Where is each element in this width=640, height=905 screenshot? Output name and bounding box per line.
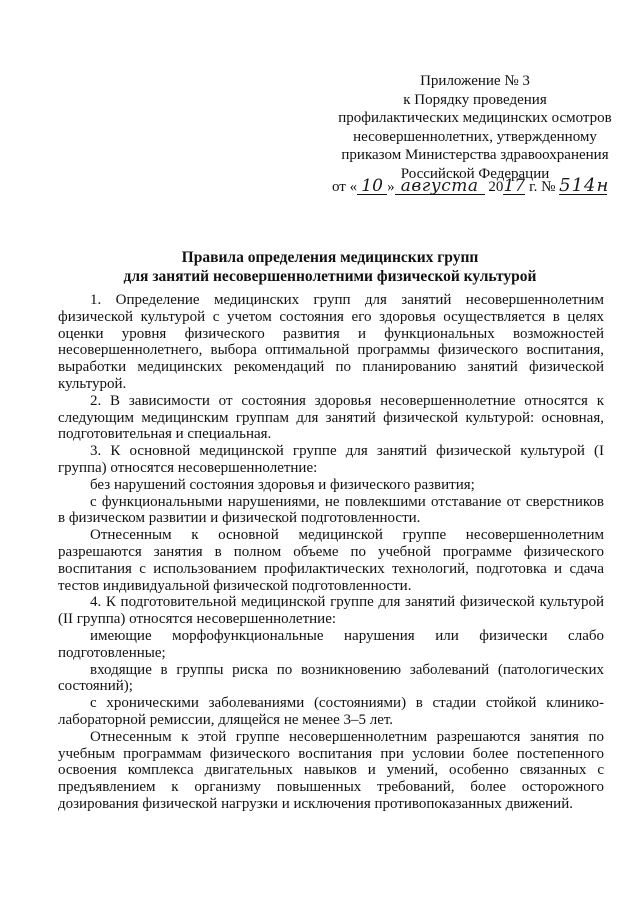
paragraph: 1. Определение медицинских групп для занятий несовершеннолетним физической культурой с учетом состояния его здоровья осуществляется в целях оценки уровня физического развития и функциональных возможностей несовершеннолетнего, выбора оптимальной программы физического воспитания, выработки медицинских рекомендаций по планированию занятий физической культурой. [58,292,604,392]
paragraph: с хроническими заболеваниями (состояниями) в стадии стойкой клинико-лабораторной ремиссии, длящейся не менее 3–5 лет. [58,695,604,728]
date-prefix: от « [332,179,358,195]
handwritten-year: 17 [503,176,526,196]
appendix-line: несовершеннолетних, утвержденному [353,128,597,145]
paragraph: без нарушений состояния здоровья и физического развития; [90,476,475,493]
number-prefix: г. № [525,179,560,195]
appendix-line: к Порядку проведения [403,91,547,108]
document-body [58,292,604,813]
handwritten-month: августа [395,178,485,195]
appendix-line: Российской Федерации [400,165,550,182]
year-prefix: 20 [484,179,504,195]
handwritten-order-number: 514н [559,175,610,196]
order-date-number [332,175,622,196]
title-line-2: для занятий несовершеннолетними физической культурой [123,268,537,285]
paragraph: 2. В зависимости от состояния здоровья несовершеннолетние относятся к следующим медицинским группам для занятий физической культурой: основная, подготовительная и специальная. [58,392,604,443]
paragraph: 3. К основной медицинской группе для занятий физической культурой (I группа) относятся несовершеннолетние: [58,443,604,476]
date-quote-close: » [387,179,395,195]
paragraph: Отнесенным к основной медицинской группе несовершеннолетним разрешаются занятия в полном объеме по учебной программе физического воспитания с использованием профилактических технологий, подготовка и сдача тестов индивидуальной физической подготовленности. [58,527,604,594]
handwritten-day: 10 [357,178,387,195]
paragraph: с функциональными нарушениями, не повлекшими отставание от сверстников в физическом развитии и физической подготовленности. [58,493,604,527]
appendix-line: профилактических медицинских осмотров [338,110,612,126]
appendix-line: Приложение № 3 [420,73,530,89]
paragraph: имеющие морфофункциональные нарушения или физически слабо подготовленные; [58,627,604,661]
appendix-line: приказом Министерства здравоохранения [341,147,609,163]
paragraph: 4. К подготовительной медицинской группе для занятий физической культурой (II группа) относятся несовершеннолетние: [58,594,604,628]
title-line-1: Правила определения медицинских групп [181,249,479,266]
paragraph: Отнесенным к этой группе несовершеннолетним разрешаются занятия по учебным программам физического воспитания при условии более постепенного освоения комплекса двигательных навыков и умений, особенно связанных с предъявлением к организму повышенных требований, более осторожного дозирования физической нагрузки и исключения противопоказанных движений. [58,728,604,812]
document-title [40,248,620,286]
paragraph: входящие в группы риска по возникновению заболеваний (патологических состояний); [58,661,604,695]
appendix-header [330,72,620,183]
